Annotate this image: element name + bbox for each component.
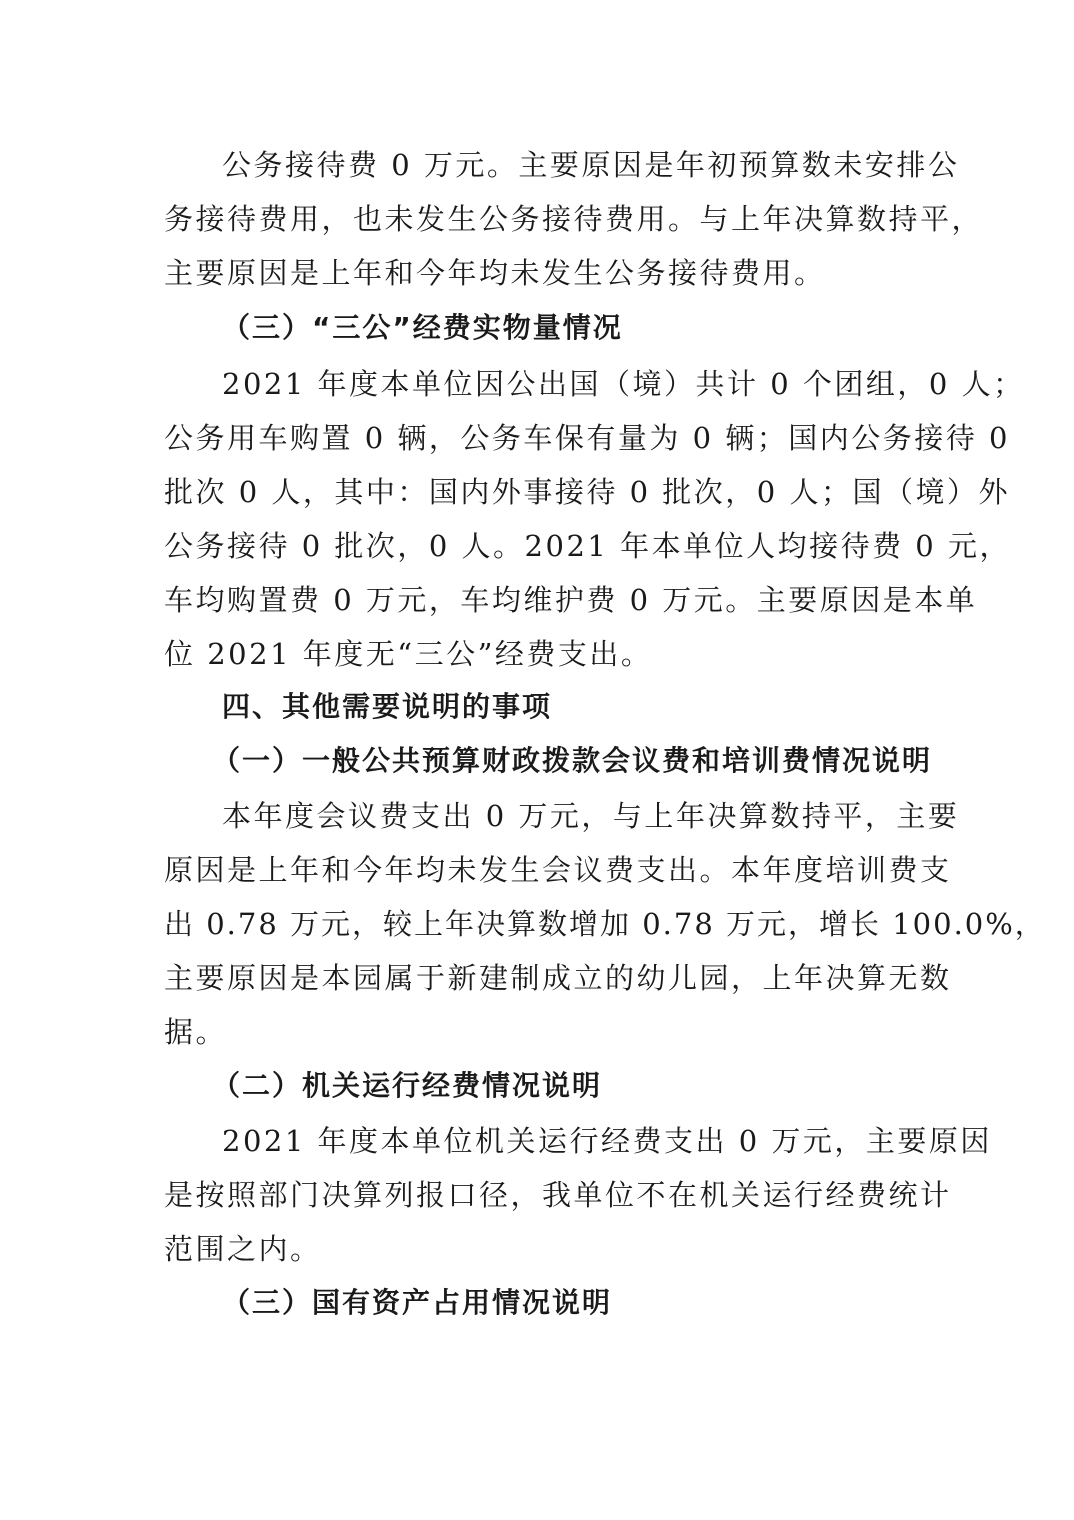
paragraph-line: 务接待费用，也未发生公务接待费用。与上年决算数持平，	[164, 202, 984, 236]
paragraph-line: 2021 年度本单位因公出国（境）共计 0 个团组，0 人；	[222, 367, 1025, 401]
section-heading: 四、其他需要说明的事项	[222, 690, 553, 723]
paragraph-line: 公务用车购置 0 辆，公务车保有量为 0 辆；国内公务接待 0	[164, 421, 1010, 455]
paragraph-line: 车均购置费 0 万元，车均维护费 0 万元。主要原因是本单	[164, 583, 978, 617]
paragraph-line: 范围之内。	[164, 1232, 322, 1266]
paragraph-line: 原因是上年和今年均未发生会议费支出。本年度培训费支	[164, 853, 952, 887]
paragraph-line: 公务接待费 0 万元。主要原因是年初预算数未安排公	[222, 148, 960, 182]
paragraph-line: 2021 年度本单位机关运行经费支出 0 万元，主要原因	[222, 1124, 992, 1158]
section-heading: （三）“三公”经费实物量情况	[222, 311, 623, 344]
paragraph-line: 主要原因是上年和今年均未发生公务接待费用。	[164, 256, 826, 290]
section-heading: （三）国有资产占用情况说明	[222, 1286, 613, 1319]
paragraph-line: 是按照部门决算列报口径，我单位不在机关运行经费统计	[164, 1178, 952, 1212]
paragraph-line: 批次 0 人，其中：国内外事接待 0 批次，0 人；国（境）外	[164, 475, 1010, 509]
paragraph-line: 出 0.78 万元，较上年决算数增加 0.78 万元，增长 100.0%，	[164, 907, 1046, 941]
paragraph-line: 据。	[164, 1015, 228, 1049]
paragraph-line: 主要原因是本园属于新建制成立的幼儿园，上年决算无数	[164, 961, 952, 995]
paragraph-line: 公务接待 0 批次，0 人。2021 年本单位人均接待费 0 元，	[164, 529, 1011, 563]
paragraph-line: 位 2021 年度无“三公”经费支出。	[164, 637, 653, 671]
section-heading: （二）机关运行经费情况说明	[212, 1069, 603, 1102]
paragraph-line: 本年度会议费支出 0 万元，与上年决算数持平，主要	[222, 799, 960, 833]
section-heading: （一）一般公共预算财政拨款会议费和培训费情况说明	[212, 744, 933, 777]
